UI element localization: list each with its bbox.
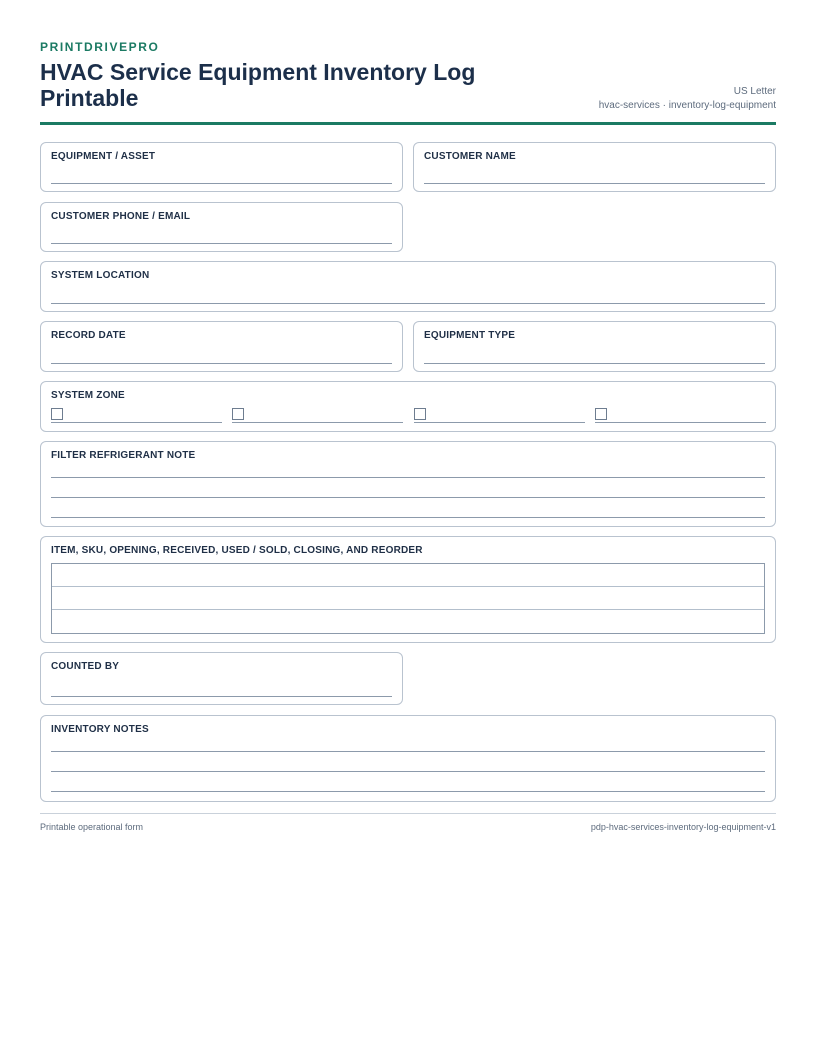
checkbox-icon[interactable] <box>595 408 607 420</box>
page-header <box>40 0 776 126</box>
customer-contact-field[interactable] <box>40 202 403 252</box>
page-title: HVAC Service Equipment Inventory Log Printable <box>40 59 476 111</box>
counted-by-field[interactable] <box>40 652 403 705</box>
field-label: SYSTEM ZONE <box>51 390 125 401</box>
doc-path: hvac-services · inventory-log-equipment <box>598 100 776 111</box>
field-label: ITEM, SKU, OPENING, RECEIVED, USED / SOLD, CLOSING, AND REORDER <box>51 545 423 556</box>
equipment-asset-field[interactable] <box>40 142 403 192</box>
inventory-items-table <box>51 563 765 634</box>
inventory-items-section <box>40 536 776 643</box>
write-line[interactable] <box>51 183 392 184</box>
checkbox-icon[interactable] <box>414 408 426 420</box>
checkbox-icon[interactable] <box>51 408 63 420</box>
field-label: CUSTOMER NAME <box>424 151 516 162</box>
write-line[interactable] <box>51 243 392 244</box>
field-label: INVENTORY NOTES <box>51 724 149 735</box>
write-line[interactable] <box>414 422 585 423</box>
filter-refrigerant-note-field[interactable] <box>40 441 776 527</box>
inventory-notes-field[interactable] <box>40 715 776 802</box>
zone-option-2[interactable] <box>232 408 403 422</box>
system-location-field[interactable] <box>40 261 776 312</box>
write-line[interactable] <box>424 363 765 364</box>
field-label: CUSTOMER PHONE / EMAIL <box>51 211 191 222</box>
write-line[interactable] <box>51 751 765 752</box>
footer-caption: Printable operational form <box>40 822 144 832</box>
field-label: FILTER REFRIGERANT NOTE <box>51 450 196 461</box>
form-page <box>40 0 776 832</box>
paper-size: US Letter <box>733 86 776 97</box>
customer-name-field[interactable] <box>413 142 776 192</box>
footer-form-id: pdp-hvac-services-inventory-log-equipment-v1 <box>590 822 776 832</box>
write-line[interactable] <box>51 771 765 772</box>
zone-option-1[interactable] <box>51 408 222 422</box>
write-line[interactable] <box>51 791 765 792</box>
record-date-field[interactable] <box>40 321 403 372</box>
header-divider <box>40 122 776 125</box>
checkbox-icon[interactable] <box>232 408 244 420</box>
table-row[interactable] <box>52 564 764 587</box>
brand-logo-text: PRINTDRIVEPRO <box>40 40 160 54</box>
field-label: SYSTEM LOCATION <box>51 270 150 281</box>
zone-option-4[interactable] <box>595 408 766 422</box>
doc-meta <box>599 85 776 113</box>
equipment-type-field[interactable] <box>413 321 776 372</box>
write-line[interactable] <box>51 696 392 697</box>
write-line[interactable] <box>51 477 765 478</box>
field-label: COUNTED BY <box>51 661 120 672</box>
table-row[interactable] <box>52 610 764 633</box>
write-line[interactable] <box>51 497 765 498</box>
field-label: RECORD DATE <box>51 330 126 341</box>
write-line[interactable] <box>424 183 765 184</box>
field-label: EQUIPMENT TYPE <box>424 330 516 341</box>
write-line[interactable] <box>51 363 392 364</box>
write-line[interactable] <box>51 517 765 518</box>
write-line[interactable] <box>595 422 766 423</box>
table-row[interactable] <box>52 587 764 610</box>
write-line[interactable] <box>232 422 403 423</box>
write-line[interactable] <box>51 422 222 423</box>
zone-option-3[interactable] <box>414 408 585 422</box>
write-line[interactable] <box>51 303 765 304</box>
footer-divider <box>40 813 776 814</box>
system-zone-field <box>40 381 776 432</box>
field-label: EQUIPMENT / ASSET <box>51 151 156 162</box>
